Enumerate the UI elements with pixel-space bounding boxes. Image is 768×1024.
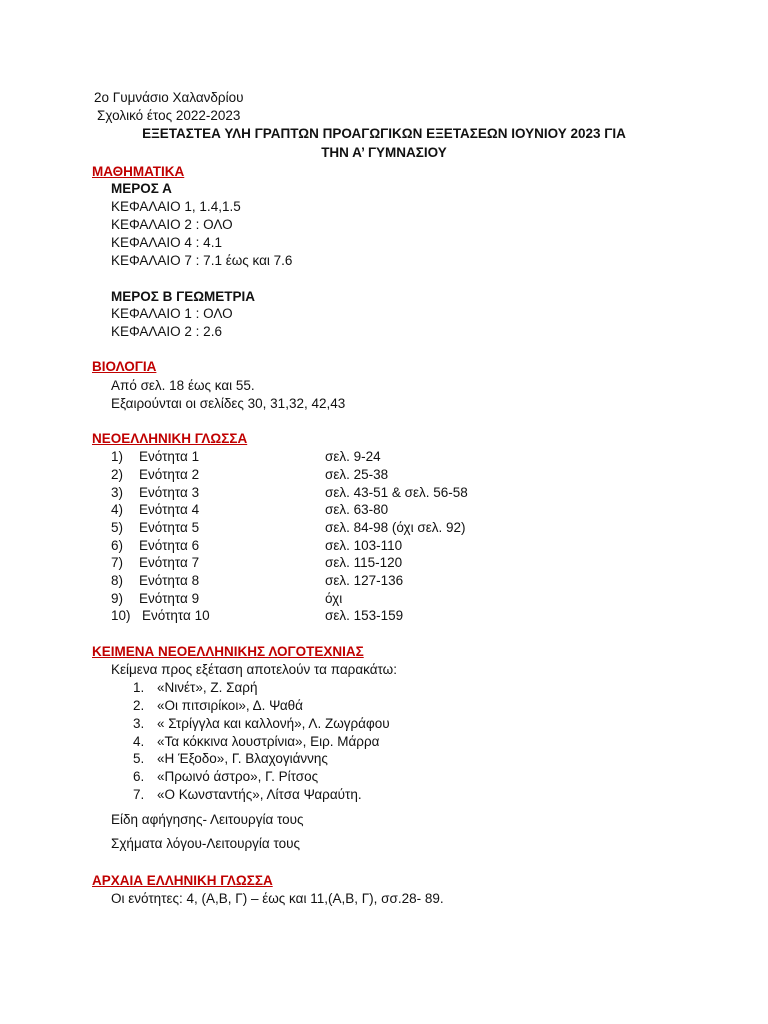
list-item bbox=[133, 786, 362, 804]
unit-label: Ενότητα 7 bbox=[139, 555, 200, 570]
unit-label: Ενότητα 10 bbox=[142, 608, 210, 623]
item-number: 9) bbox=[111, 591, 124, 606]
list-item bbox=[111, 607, 404, 625]
text-title: «Πρωινό άστρο», Γ. Ρίτσος bbox=[157, 769, 319, 784]
list-item bbox=[111, 554, 403, 572]
math-part-a: ΜΕΡΟΣ Α bbox=[111, 181, 172, 196]
unit-label: Ενότητα 3 bbox=[139, 485, 200, 500]
text-title: «Οι πιτσιρίκοι», Δ. Ψαθά bbox=[157, 698, 303, 713]
literature-heading: ΚΕΙΜΕΝΑ ΝΕΟΕΛΛΗΝΙΚΗΣ ΛΟΓΟΤΕΧΝΙΑΣ bbox=[92, 644, 364, 659]
school-name: 2ο Γυμνάσιο Χαλανδρίου bbox=[94, 90, 244, 105]
item-number: 2) bbox=[111, 467, 124, 482]
item-number: 6) bbox=[111, 538, 124, 553]
unit-label: Ενότητα 8 bbox=[139, 573, 200, 588]
math-a-item: ΚΕΦΑΛΑΙΟ 4 : 4.1 bbox=[111, 235, 222, 250]
item-number: 10) bbox=[111, 608, 131, 623]
item-number: 3. bbox=[133, 716, 145, 731]
unit-pages: σελ. 115-120 bbox=[325, 555, 403, 570]
unit-pages: σελ. 43-51 & σελ. 56-58 bbox=[325, 485, 468, 500]
item-number: 8) bbox=[111, 573, 124, 588]
unit-pages: σελ. 25-38 bbox=[325, 467, 389, 482]
list-item bbox=[111, 590, 343, 608]
math-a-item: ΚΕΦΑΛΑΙΟ 7 : 7.1 έως και 7.6 bbox=[111, 253, 293, 268]
text-title: «Τα κόκκινα λουστρίνια», Ειρ. Μάρρα bbox=[157, 734, 380, 749]
list-item bbox=[133, 697, 303, 715]
unit-pages: σελ. 153-159 bbox=[325, 608, 404, 623]
unit-label: Ενότητα 2 bbox=[139, 467, 200, 482]
math-a-item: ΚΕΦΑΛΑΙΟ 2 : ΟΛΟ bbox=[111, 217, 233, 232]
list-item bbox=[111, 537, 403, 555]
unit-label: Ενότητα 1 bbox=[139, 449, 200, 464]
ancient-greek-line: Οι ενότητες: 4, (Α,Β, Γ) – έως και 11,(Α,Β, Γ), σσ.28- 89. bbox=[111, 891, 444, 906]
list-item bbox=[111, 519, 466, 537]
math-a-item: ΚΕΦΑΛΑΙΟ 1, 1.4,1.5 bbox=[111, 199, 241, 214]
item-number: 3) bbox=[111, 485, 124, 500]
item-number: 6. bbox=[133, 769, 145, 784]
biology-line: Από σελ. 18 έως και 55. bbox=[111, 378, 255, 393]
math-b-item: ΚΕΦΑΛΑΙΟ 1 : ΟΛΟ bbox=[111, 306, 233, 321]
list-item bbox=[111, 484, 468, 502]
item-number: 5) bbox=[111, 520, 124, 535]
modern-greek-heading: ΝΕΟΕΛΛΗΝΙΚΗ ΓΛΩΣΣΑ bbox=[92, 431, 248, 446]
list-item bbox=[111, 572, 404, 590]
unit-label: Ενότητα 5 bbox=[139, 520, 200, 535]
item-number: 7) bbox=[111, 555, 124, 570]
literature-note: Σχήματα λόγου-Λειτουργία τους bbox=[111, 836, 300, 851]
item-number: 4. bbox=[133, 734, 145, 749]
unit-pages: σελ. 103-110 bbox=[325, 538, 403, 553]
document-title-line-2: ΤΗΝ Α’ ΓΥΜΝΑΣΙΟΥ bbox=[321, 145, 447, 160]
list-item bbox=[133, 733, 379, 751]
text-title: «Η Έξοδο», Γ. Βλαχογιάννης bbox=[157, 751, 328, 766]
item-number: 5. bbox=[133, 751, 145, 766]
list-item bbox=[111, 448, 381, 466]
school-year: Σχολικό έτος 2022-2023 bbox=[97, 108, 241, 123]
unit-label: Ενότητα 9 bbox=[139, 591, 200, 606]
text-title: «Νινέτ», Ζ. Σαρή bbox=[157, 680, 258, 695]
list-item bbox=[111, 466, 389, 484]
text-title: «Ο Κωνσταντής», Λίτσα Ψαραύτη. bbox=[157, 787, 362, 802]
list-item bbox=[133, 715, 390, 733]
list-item bbox=[133, 750, 328, 768]
text-title: « Στρίγγλα και καλλονή», Λ. Ζωγράφου bbox=[157, 716, 390, 731]
math-b-item: ΚΕΦΑΛΑΙΟ 2 : 2.6 bbox=[111, 324, 222, 339]
list-item bbox=[133, 679, 257, 697]
math-part-b: ΜΕΡΟΣ Β ΓΕΩΜΕΤΡΙΑ bbox=[111, 289, 256, 304]
item-number: 2. bbox=[133, 698, 145, 713]
item-number: 1. bbox=[133, 680, 145, 695]
item-number: 7. bbox=[133, 787, 145, 802]
unit-label: Ενότητα 4 bbox=[139, 502, 200, 517]
literature-note: Είδη αφήγησης- Λειτουργία τους bbox=[111, 812, 304, 827]
list-item bbox=[133, 768, 318, 786]
document-title-line-1: ΕΞΕΤΑΣΤΕΑ ΥΛΗ ΓΡΑΠΤΩΝ ΠΡΟΑΓΩΓΙΚΩΝ ΕΞΕΤΑΣΕΩΝ ΙΟΥΝΙΟΥ 2023 ΓΙΑ bbox=[142, 126, 626, 141]
unit-pages: σελ. 63-80 bbox=[325, 502, 389, 517]
unit-label: Ενότητα 6 bbox=[139, 538, 200, 553]
list-item bbox=[111, 501, 389, 519]
unit-pages: όχι bbox=[325, 591, 343, 606]
ancient-greek-heading: ΑΡΧΑΙΑ ΕΛΛΗΝΙΚΗ ΓΛΩΣΣΑ bbox=[92, 873, 273, 888]
item-number: 4) bbox=[111, 502, 124, 517]
unit-pages: σελ. 9-24 bbox=[325, 449, 381, 464]
biology-heading: ΒΙΟΛΟΓΙΑ bbox=[92, 359, 157, 374]
item-number: 1) bbox=[111, 449, 124, 464]
biology-line: Εξαιρούνται οι σελίδες 30, 31,32, 42,43 bbox=[111, 396, 346, 411]
unit-pages: σελ. 127-136 bbox=[325, 573, 404, 588]
math-heading: ΜΑΘΗΜΑΤΙΚΑ bbox=[92, 164, 185, 179]
unit-pages: σελ. 84-98 (όχι σελ. 92) bbox=[325, 520, 466, 535]
literature-intro: Κείμενα προς εξέταση αποτελούν τα παρακάτω: bbox=[111, 662, 397, 677]
